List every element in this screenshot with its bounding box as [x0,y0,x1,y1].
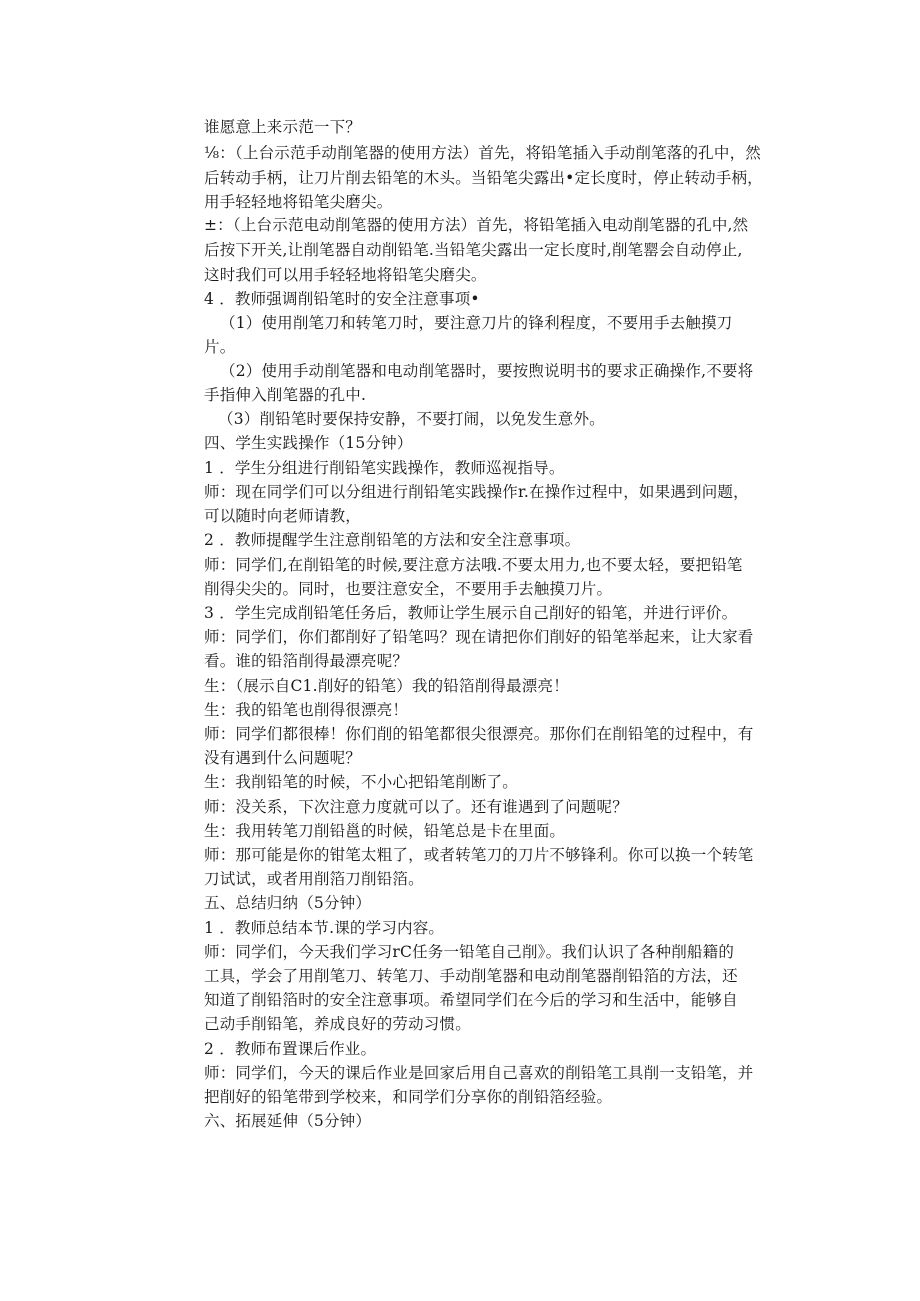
text-line: 手指伸入削笔器的孔中. [204,386,367,404]
text-line: ⅛：（上台示范手动削笔器的使用方法）首先，将铅笔插入手动削笔落的孔中，然 [204,144,761,162]
text-line: 可以随时向老师请教， [204,507,362,525]
text-line: 己动手削铅笔，养成良好的劳动习惯。 [204,1015,471,1033]
text-line: 1 ．教师总结本节.课的学习内容。 [204,919,445,937]
text-line: 看。谁的铅箔削得最漂亮呢？ [204,652,409,670]
text-line: 师：同学们,在削铅笔的时候,要注意方法哦.不要太用力,也不要太轻，要把铅笔 [204,556,743,574]
text-line: 生：我削铅笔的时候，不小心把铅笔削断了。 [204,773,519,791]
text-line: 后转动手柄，让刀片削去铅笔的木头。当铅笔尖露出•定长度时，停止转动手柄， [204,169,763,187]
text-line: 师：同学们，今天的课后作业是回家后用自己喜欢的削铅笔工具削一支铅笔，并 [204,1064,754,1082]
text-line: 把削好的铅笔带到学校来，和同学们分享你的削铅箔经验。 [204,1088,613,1106]
text-line: （2）使用手动削笔器和电动削笔器时，要按煦说明书的要求正确操作,不要将 [220,362,754,380]
text-line: 师：现在同学们可以分组进行削铅笔实践操作r.在操作过程中，如果遇到问题， [204,483,749,501]
section-heading: 六、拓展延伸（5分钟） [204,1112,372,1130]
section-heading: 五、总结归纳（5分钟） [204,894,372,912]
text-line: （3）削铅笔时要保持安静，不要打闹，以免发生意外。 [218,410,605,428]
text-line: 知道了削铅箔时的安全注意事项。希望同学们在今后的学习和生活中，能够自 [204,991,738,1009]
text-line: 3 ．学生完成削铅笔任务后，教师让学生展示自己削好的铅笔，并进行评价。 [204,604,738,622]
text-line: 师：同学们，你们都削好了铅笔吗？现在请把你们削好的铅笔举起来，让大家看 [204,628,754,646]
text-line: 师：那可能是你的钳笔太粗了，或者转笔刀的刀片不够锋利。你可以换一个转笔 [204,846,754,864]
text-line: 4 ．教师强调削铅笔时的安全注意事项• [204,290,480,308]
text-line: 师：没关系，下次注意力度就可以了。还有谁遇到了问题呢？ [204,798,628,816]
text-line: 刀试试，或者用削箔刀削铅箔。 [204,870,424,888]
text-line: 片。 [204,338,236,356]
text-line: （1）使用削笔刀和转笔刀时，要注意刀片的锋利程度，不要用手去触摸刀 [220,314,733,332]
text-line: 2 ．教师布置课后作业。 [204,1040,377,1058]
text-line: 生：我的铅笔也削得很漂亮！ [204,701,409,719]
section-heading: 四、学生实践操作（15分钟） [204,434,413,452]
text-line: 削得尖尖的。同时，也要注意安全，不要用手去触摸刀片。 [204,580,613,598]
text-line: 2 ．教师提醒学生注意削铅笔的方法和安全注意事项。 [204,531,581,549]
text-line: 谁愿意上来示范一下？ [204,118,362,136]
text-line: 这时我们可以用手轻轻地将铅笔尖磨尖。 [204,266,487,284]
text-line: 没有遇到什么问题呢？ [204,749,362,767]
text-line: 师：同学们都很棒！你们削的铅笔都很尖很漂亮。那你们在削铅笔的过程中，有 [204,725,754,743]
text-line: 生：我用转笔刀削铅邕的时候，铅笔总是卡在里面。 [204,822,566,840]
text-line: 用手轻轻地将铅笔尖磨尖。 [204,193,393,211]
text-line: 工具，学会了用削笔刀、转笔刀、手动削笔器和电动削笔器削铅箔的方法，还 [204,967,738,985]
text-line: 1 ．学生分组进行削铅笔实践操作，教师巡视指导。 [204,459,565,477]
text-line: ±：（上台示范电动削笔器的使用方法）首先，将铅笔插入电动削笔器的孔中,然 [204,216,749,234]
text-line: 师：同学们，今天我们学习rC任务一铅笔自己削》。我们认识了各种削船籍的 [204,943,735,961]
text-line: 生：（展示自C1.削好的铅笔）我的铅箔削得最漂亮！ [204,677,569,695]
text-line: 后按下开关,让削笔器自动削铅笔.当铅笔尖露出一定长度时,削笔罂会自动停止, [204,241,743,259]
